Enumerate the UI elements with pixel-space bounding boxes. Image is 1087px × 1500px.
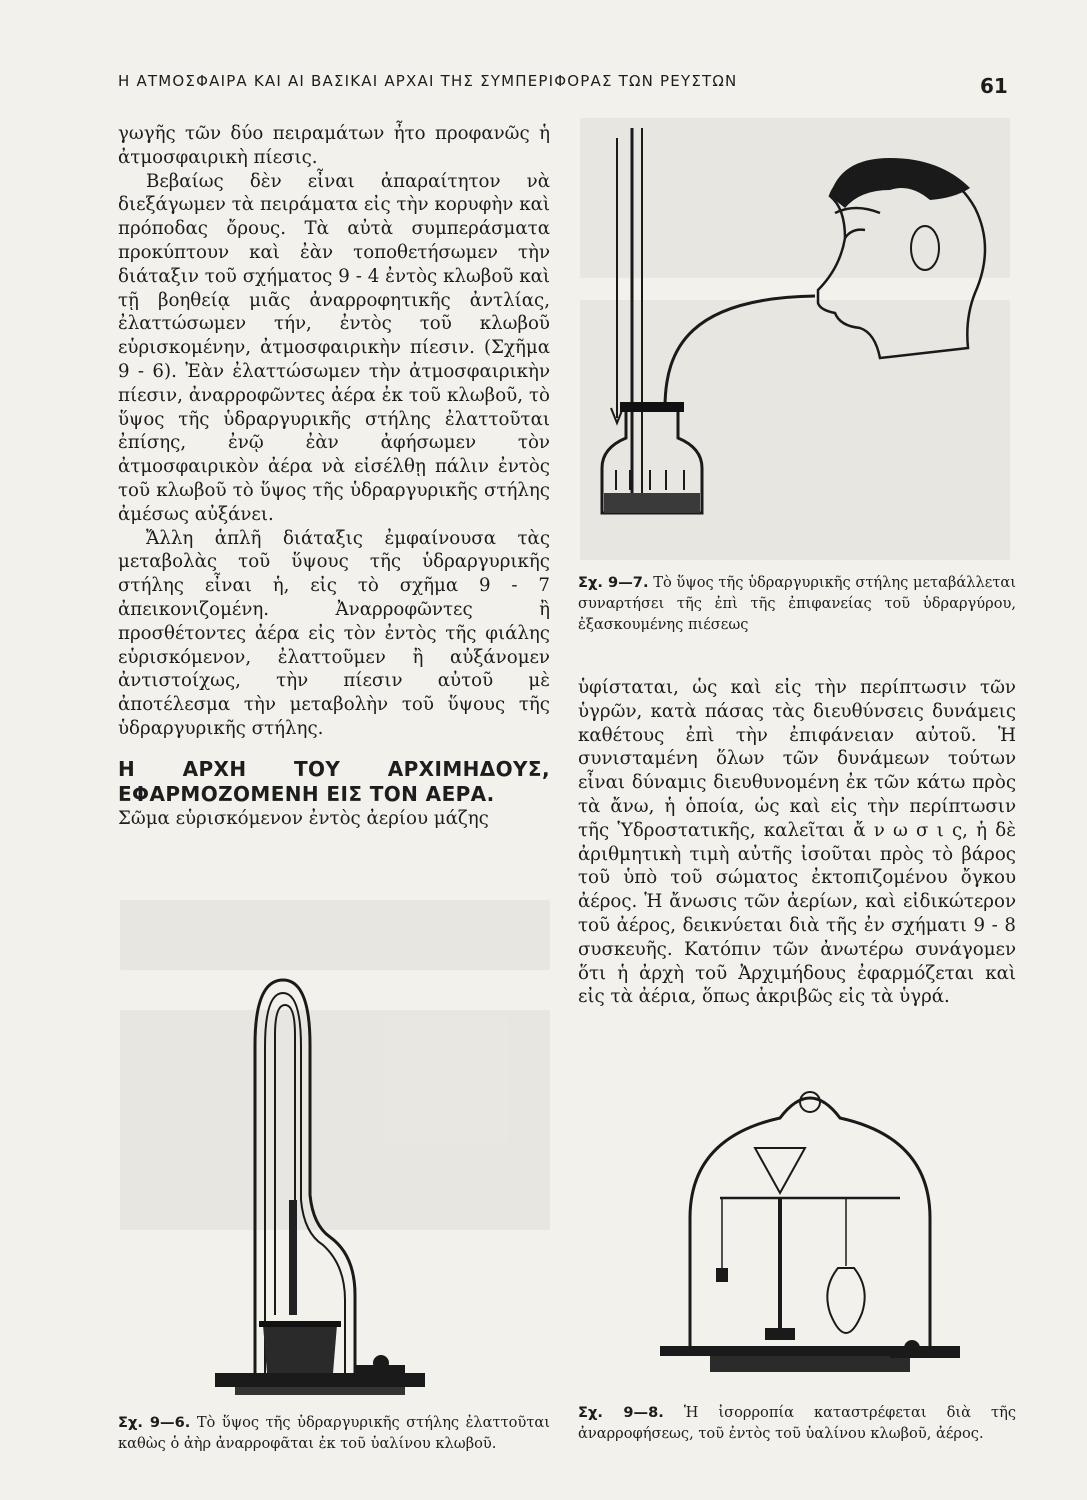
figure-9-7-caption [578,572,1016,635]
figure-9-7-flask-illustration [590,118,1020,538]
figure-9-6-caption [118,1412,550,1454]
figure-9-7-text: Τὸ ὕψος τῆς ὑδραργυρικῆς στήλης μεταβάλλεται συναρτήσει τῆς ἐπὶ τῆς ἐπιφανείας τοῦ ὑδραργύρου, ἐξασκουμένης πιέσεως [578,574,1016,633]
left-paragraph-4: Σῶμα εὑρισκόμενον ἐντὸς ἀερίου μάζης [118,807,489,829]
figure-9-8-balance-illustration [650,1088,980,1398]
page-number: 61 [980,74,1008,98]
right-paragraph-1: ὑφίσταται, ὡς καὶ εἰς τὴν περίπτωσιν τῶν ὑγρῶν, κατὰ πάσας τὰς διευθύνσεις δυνάμεις καθέτους ἐπὶ τὴν ἐπιφάνειαν αὐτοῦ. Ἡ συνισταμένη ὅλων τῶν δυνάμεων τούτων εἶναι δύναμις διευθυνομένη ἐκ τῶν κάτω πρὸς τὰ ἄνω, ἡ ὁποία, ὡς καὶ εἰς τὴν περίπτωσιν τῆς Ὑδροστατικῆς, καλεῖται ἄ ν ω σ ι ς, ἡ δὲ ἀριθμητικὴ τιμὴ αὐτῆς ἰσοῦται πρὸς τὸ βάρος τοῦ ὑπὸ τοῦ σώματος ἐκτοπιζομένου ὄγκου ἀέρος. Ἡ ἄνωσις τῶν ἀερίων, καὶ εἰδικώτερον τοῦ ἀέρος, δεικνύεται διὰ τῆς ἐν σχήματι 9 - 8 συσκευῆς. Κατόπιν τῶν ἀνωτέρω συνάγομεν ὅτι ἡ ἀρχὴ τοῦ Ἀρχιμήδους ἐφαρμόζεται καὶ εἰς τὰ ἀέρια, ὅπως ἀκριβῶς εἰς τὰ ὑγρά. [578,677,1016,1008]
figure-9-8-label: Σχ. 9—8. [578,1404,664,1421]
figure-9-8-caption [578,1402,1016,1444]
section-heading: Η ΑΡΧΗ ΤΟΥ ΑΡΧΙΜΗΔΟΥΣ, ΕΦΑΡΜΟΖΟΜΕΝΗ ΕΙΣ ΤΟΝ ΑΕΡΑ. [118,756,550,806]
left-paragraph-1: γωγῆς τῶν δύο πειραμάτων ἦτο προφανῶς ἡ ἀτμοσφαιρικὴ πίεσις. [118,123,550,168]
right-column [578,676,1016,1009]
figure-9-8-text: Ἡ ἰσορροπία καταστρέφεται διὰ τῆς ἀναρροφήσεως, τοῦ ἐντὸς τοῦ ὑαλίνου κλωβοῦ, ἀέρος. [578,1404,1016,1442]
figure-9-6-barometer-illustration [205,975,435,1400]
left-paragraph-2: Βεβαίως δὲν εἶναι ἀπαραίτητον νὰ διεξάγωμεν τὰ πειράματα εἰς τὴν κορυφὴν καὶ πρόποδας ὄρους. Τὰ αὐτὰ συμπεράσματα προκύπτουν καὶ ἐὰν τοποθετήσωμεν τὴν διάταξιν τοῦ σχήματος 9 - 4 ἐντὸς κλωβοῦ καὶ τῇ βοηθείᾳ μιᾶς ἀναρροφητικῆς ἀντλίας, ἐλαττώσωμεν τήν, ἐντὸς τοῦ κλωβοῦ εὑρισκομένην, ἀτμοσφαιρικὴν πίεσιν. (Σχῆμα 9 - 6). Ἐὰν ἐλαττώσωμεν τὴν ἀτμοσφαιρικὴν πίεσιν, ἀναρροφῶντες ἀέρα ἐκ τοῦ κλωβοῦ, τὸ ὕψος τῆς ὑδραργυρικῆς στήλης ἐλαττοῦται ἐπίσης, ἐνῷ ἐὰν ἀφήσωμεν τὸν ἀτμοσφαιρικὸν ἀέρα νὰ εἰσέλθῃ πάλιν ἐντὸς τοῦ κλωβοῦ τὸ ὕψος τῆς ὑδραργυρικῆς στήλης ἀμέσως αὐξάνει. [118,170,550,525]
show-through-block [120,900,550,970]
left-column [118,122,550,831]
figure-9-6-label: Σχ. 9—6. [118,1414,191,1431]
left-paragraph-3: Ἄλλη ἁπλῆ διάταξις ἐμφαίνουσα τὰς μεταβολὰς τοῦ ὕψους τῆς ὑδραργυρικῆς στήλης εἶναι ἡ, εἰς τὸ σχῆμα 9 - 7 ἀπεικονιζομένη. Ἀναρροφῶντες ἢ προσθέτοντες ἀέρα εἰς τὸν ἐντὸς τῆς φιάλης εὑρισκόμενον, ἐλαττοῦμεν ἢ αὐξάνομεν ἀντιστοίχως, τὴν πίεσιν αὐτοῦ μὲ ἀποτέλεσμα τὴν μεταβολὴν τοῦ ὕψους τῆς ὑδραργυρικῆς στήλης. [118,527,550,739]
figure-9-7-label: Σχ. 9—7. [578,574,649,591]
running-head: Η ΑΤΜΟΣΦΑΙΡΑ ΚΑΙ ΑΙ ΒΑΣΙΚΑΙ ΑΡΧΑΙ ΤΗΣ ΣΥΜΠΕΡΙΦΟΡΑΣ ΤΩΝ ΡΕΥΣΤΩΝ [118,72,738,90]
figure-9-6-text: Τὸ ὕψος τῆς ὑδραργυρικῆς στήλης ἐλαττοῦται καθὼς ὁ ἀὴρ ἀναρροφᾶται ἐκ τοῦ ὑαλίνου κλωβοῦ. [118,1414,550,1452]
